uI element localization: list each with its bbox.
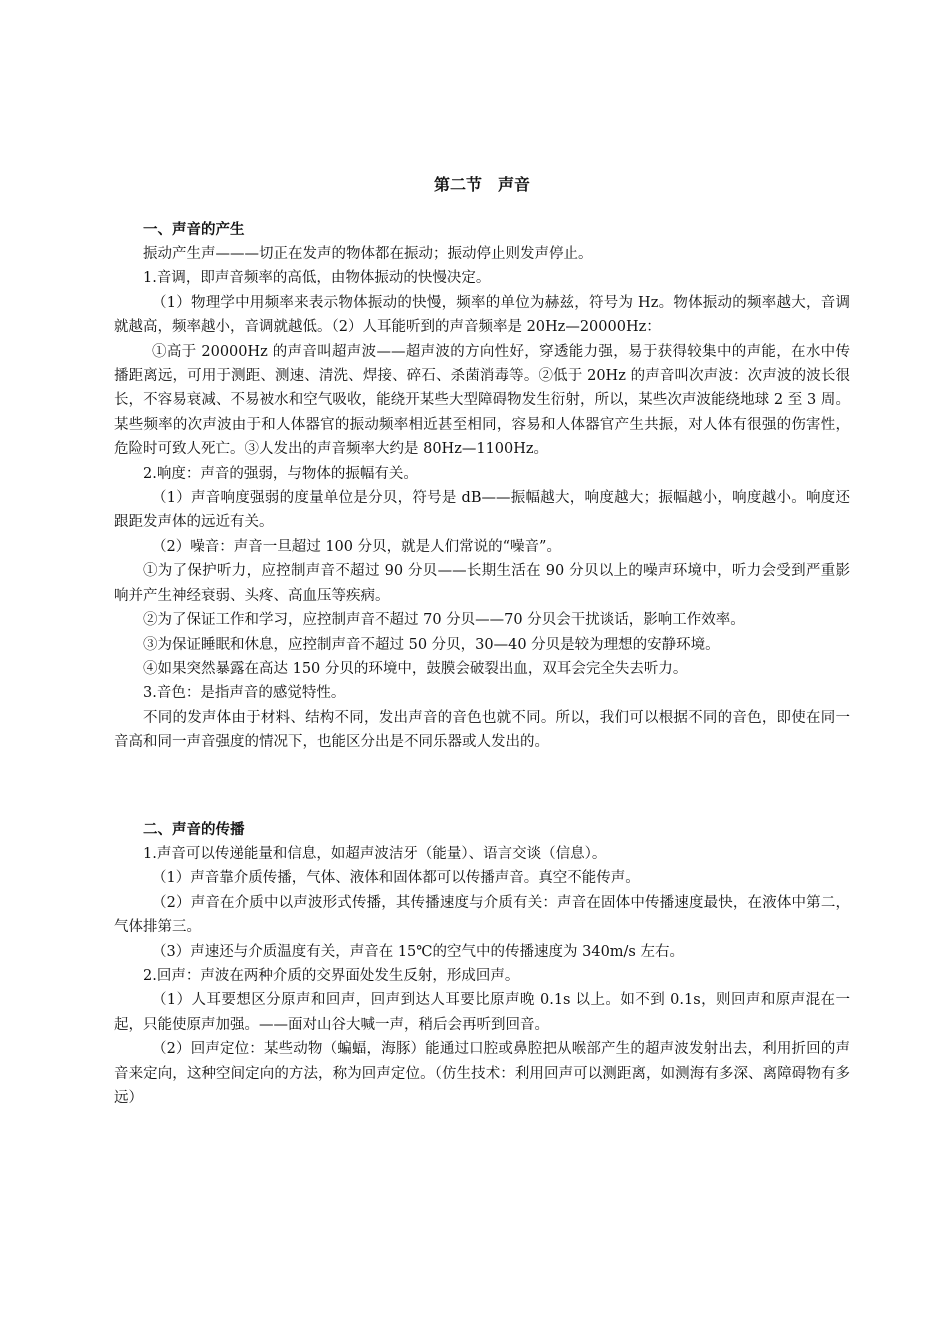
paragraph: （2）声音在介质中以声波形式传播，其传播速度与介质有关：声音在固体中传播速度最快，在液体中第二，气体排第三。 [114, 894, 850, 936]
paragraph: 不同的发声体由于材料、结构不同，发出声音的音色也就不同。所以，我们可以根据不同的音色，即使在同一音高和同一声音强度的情况下，也能区分出是不同乐器或人发出的。 [114, 709, 850, 751]
paragraph: （1）声音响度强弱的度量单位是分贝，符号是 dB——振幅越大，响度越大；振幅越小，响度越小。响度还跟距发声体的远近有关。 [114, 490, 850, 531]
paragraph: 2.回声：声波在两种介质的交界面处发生反射，形成回声。 [143, 968, 520, 985]
page-title: 第二节 声音 [433, 175, 530, 194]
paragraph: 2.响度：声音的强弱，与物体的振幅有关。 [143, 465, 418, 482]
paragraph: 1.音调，即声音频率的高低，由物体振动的快慢决定。 [143, 270, 491, 287]
paragraph: ①为了保护听力，应控制声音不超过 90 分贝——长期生活在 90 分贝以上的噪声环境中，听力会受到严重影响并产生神经衰弱、头疼、高血压等疾病。 [114, 563, 850, 604]
paragraph: 1.声音可以传递能量和信息，如超声波洁牙（能量）、语言交谈（信息）。 [143, 846, 607, 862]
paragraph: （2）回声定位：某些动物（蝙蝠，海豚）能通过口腔或鼻腔把从喉部产生的超声波发射出去，利用折回的声音来定向，这种空间定向的方法，称为回声定位。（仿生技术：利用回声可以测距离，如测海有多深、离障碍物有多远） [114, 1041, 850, 1107]
paragraph: ③为保证睡眠和休息，应控制声音不超过 50 分贝，30—40 分贝是较为理想的安静环境。 [143, 636, 720, 653]
paragraph: 振动产生声———切正在发声的物体都在振动；振动停止则发声停止。 [143, 246, 593, 262]
paragraph: （1）声音靠介质传播，气体、液体和固体都可以传播声音。真空不能传声。 [152, 870, 640, 887]
paragraph: ④如果突然暴露在高达 150 分贝的环境中，鼓膜会破裂出血，双耳会完全失去听力。 [143, 660, 688, 677]
paragraph: （1）物理学中用频率来表示物体振动的快慢，频率的单位为赫兹，符号为 Hz。物体振动的频率越大，音调就越高，频率越小，音调就越低。（2）人耳能听到的声音频率是 20Hz—20000Hz： [114, 294, 850, 336]
section-sound-propagation [114, 818, 850, 1110]
paragraph: ②为了保证工作和学习，应控制声音不超过 70 分贝——70 分贝会干扰谈话，影响工作效率。 [143, 612, 745, 629]
paragraph: （3）声速还与介质温度有关，声音在 15℃的空气中的传播速度为 340m/s 左右。 [152, 943, 684, 960]
paragraph: 3.音色：是指声音的感觉特性。 [143, 685, 346, 702]
section-sound-production [114, 218, 850, 755]
paragraph: ①高于 20000Hz 的声音叫超声波——超声波的方向性好，穿透能力强，易于获得较集中的声能，在水中传播距离远，可用于测距、测速、清洗、焊接、碎石、杀菌消毒等。②低于 20Hz 的声音叫次声波：次声波的波长很长，不容易衰减、不易被水和空气吸收，能绕开某些大型障碍物发生衍射，所以，某些次声波能绕地球 2 至 3 周。某些频率的次声波由于和人体器官的振动频率相近甚至相同，容易和人体器官产生共振，对人体有很强的伤害性，危险时可致人死亡。③人发出的声音频率大约是 80Hz—1100Hz。 [114, 343, 850, 458]
paragraph: （2）噪音：声音一旦超过 100 分贝，就是人们常说的“噪音”。 [152, 538, 561, 555]
section-heading: 一、声音的产生 [143, 222, 245, 238]
paragraph: （1）人耳要想区分原声和回声，回声到达人耳要比原声晚 0.1s 以上。如不到 0.1s，则回声和原声混在一起，只能使原声加强。——面对山谷大喊一声，稍后会再听到回音。 [114, 992, 850, 1033]
section-heading: 二、声音的传播 [143, 822, 245, 838]
